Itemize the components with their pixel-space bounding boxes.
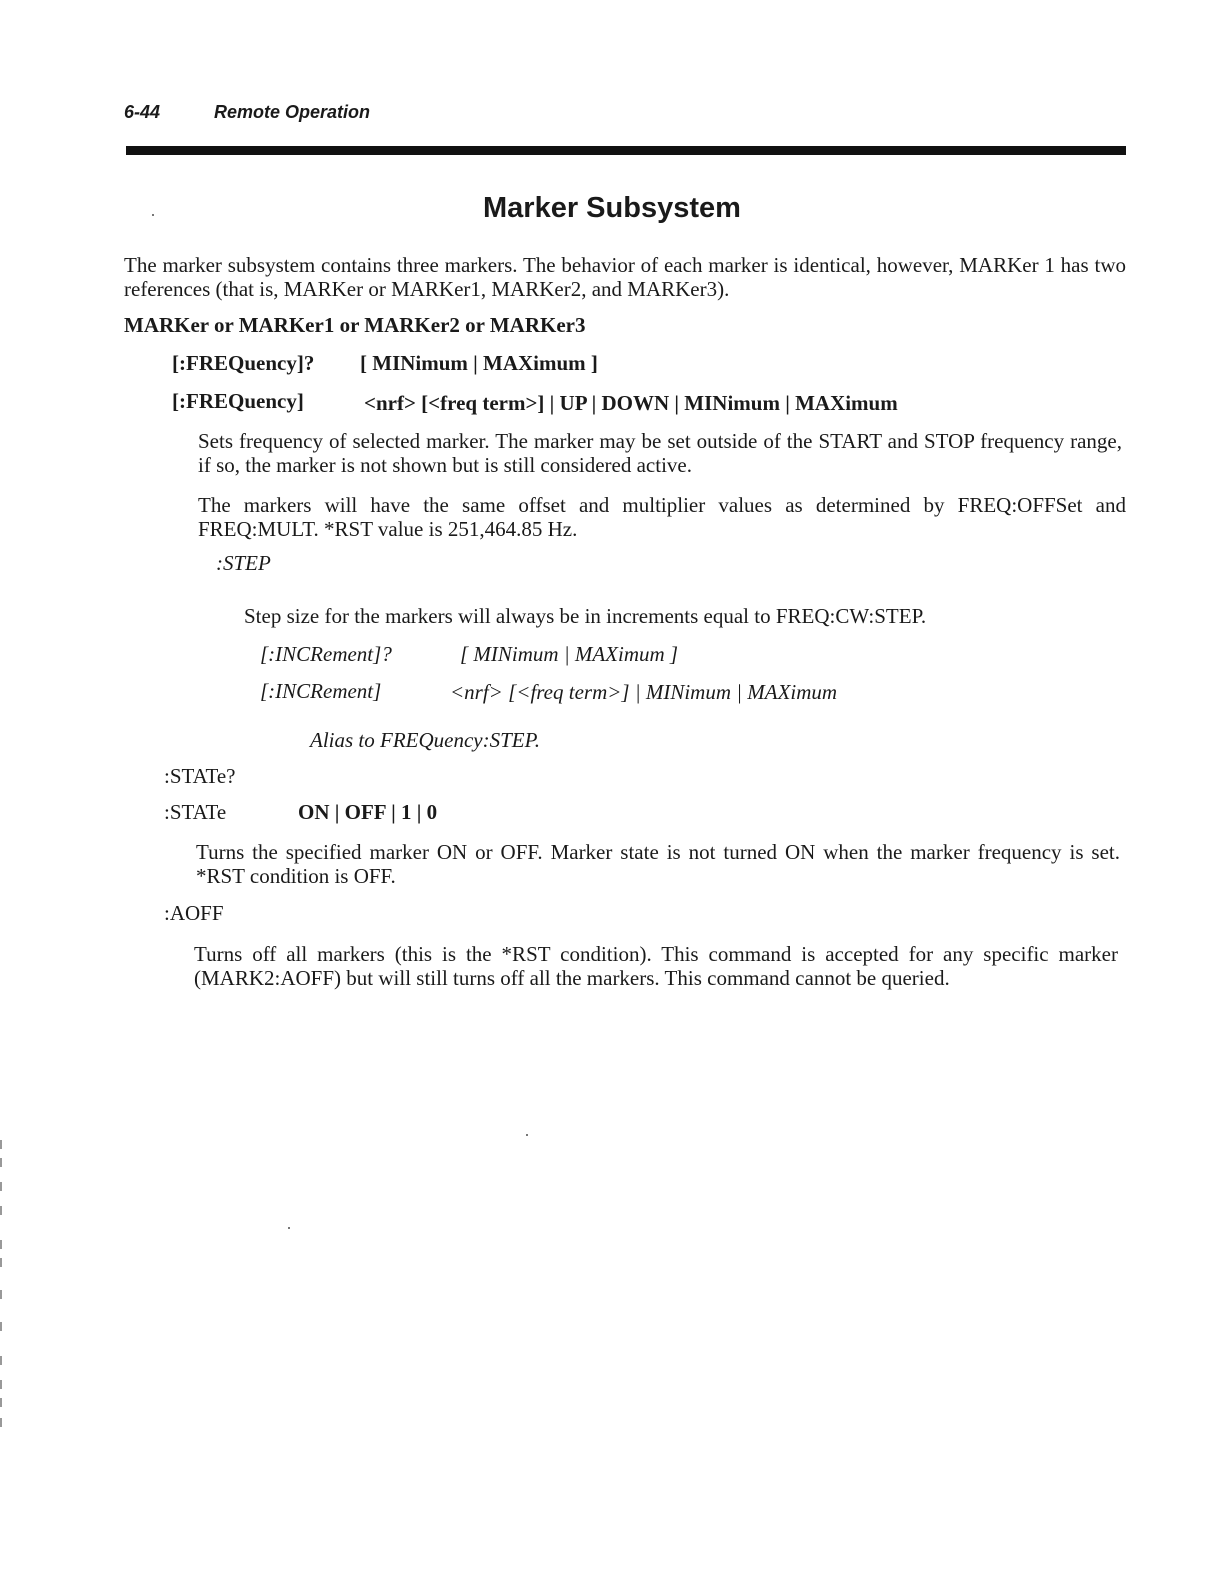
running-header: Remote Operation <box>214 102 371 122</box>
scan-margin-mark <box>0 1418 2 1427</box>
step-description: Step size for the markers will always be in increments equal to FREQ:CW:STEP. <box>244 604 927 628</box>
increment-query-params: [ MINimum | MAXimum ] <box>460 642 679 666</box>
frequency-query-params: [ MINimum | MAXimum ] <box>360 351 598 375</box>
increment-query-command: [:INCRement]? <box>260 642 392 666</box>
state-query-command: :STATe? <box>164 764 236 788</box>
scan-margin-mark <box>0 1258 2 1267</box>
marker-heading: MARKer or MARKer1 or MARKer2 or MARKer3 <box>124 313 586 337</box>
intro-paragraph: The marker subsystem contains three markers. The behavior of each marker is identical, however, MARKer 1 has two references (that is, MARKer or MARKer1, MARKer2, and MARKer3). <box>124 253 1126 301</box>
scan-margin-mark <box>0 1380 2 1389</box>
step-command: :STEP <box>216 551 271 575</box>
scan-margin-mark <box>0 1290 2 1299</box>
aoff-description: Turns off all markers (this is the *RST condition). This command is accepted for any specific marker (MARK2:AOFF) but will still turns off all the markers. This command cannot be queried. <box>194 942 1118 990</box>
section-title: Marker Subsystem <box>483 192 741 224</box>
scan-margin-mark <box>0 1240 2 1249</box>
scan-margin-mark <box>0 1206 2 1215</box>
frequency-description: Sets frequency of selected marker. The marker may be set outside of the START and STOP frequency range, if so, the marker is not shown but is still considered active. <box>198 429 1122 477</box>
frequency-set-command: [:FREQuency] <box>172 389 304 413</box>
state-description: Turns the specified marker ON or OFF. Marker state is not turned ON when the marker frequency is set. *RST condition is OFF. <box>196 840 1120 888</box>
scan-margin-mark <box>0 1398 2 1407</box>
state-set-command: :STATe <box>164 800 227 824</box>
scan-margin-mark <box>0 1322 2 1331</box>
frequency-query-command: [:FREQuency]? <box>172 351 315 375</box>
step-alias: Alias to FREQuency:STEP. <box>310 728 540 752</box>
header-rule <box>126 146 1126 155</box>
frequency-set-params: <nrf> [<freq term>] | UP | DOWN | MINimum | MAXimum <box>364 391 898 415</box>
increment-set-params: <nrf> [<freq term>] | MINimum | MAXimum <box>450 680 838 704</box>
page-number: 6-44 <box>124 102 161 122</box>
scan-speck <box>288 1227 290 1229</box>
scan-margin-mark <box>0 1140 2 1149</box>
increment-set-command: [:INCRement] <box>260 679 382 703</box>
scan-margin-mark <box>0 1356 2 1365</box>
scan-margin-mark <box>0 1182 2 1191</box>
state-set-params: ON | OFF | 1 | 0 <box>298 800 438 824</box>
frequency-offset-description: The markers will have the same offset and multiplier values as determined by FREQ:OFFSet and FREQ:MULT. *RST value is 251,464.85 Hz. <box>198 493 1126 541</box>
scan-speck <box>152 214 154 216</box>
scan-margin-mark <box>0 1158 2 1167</box>
scan-speck <box>526 1134 528 1136</box>
aoff-command: :AOFF <box>164 901 224 925</box>
